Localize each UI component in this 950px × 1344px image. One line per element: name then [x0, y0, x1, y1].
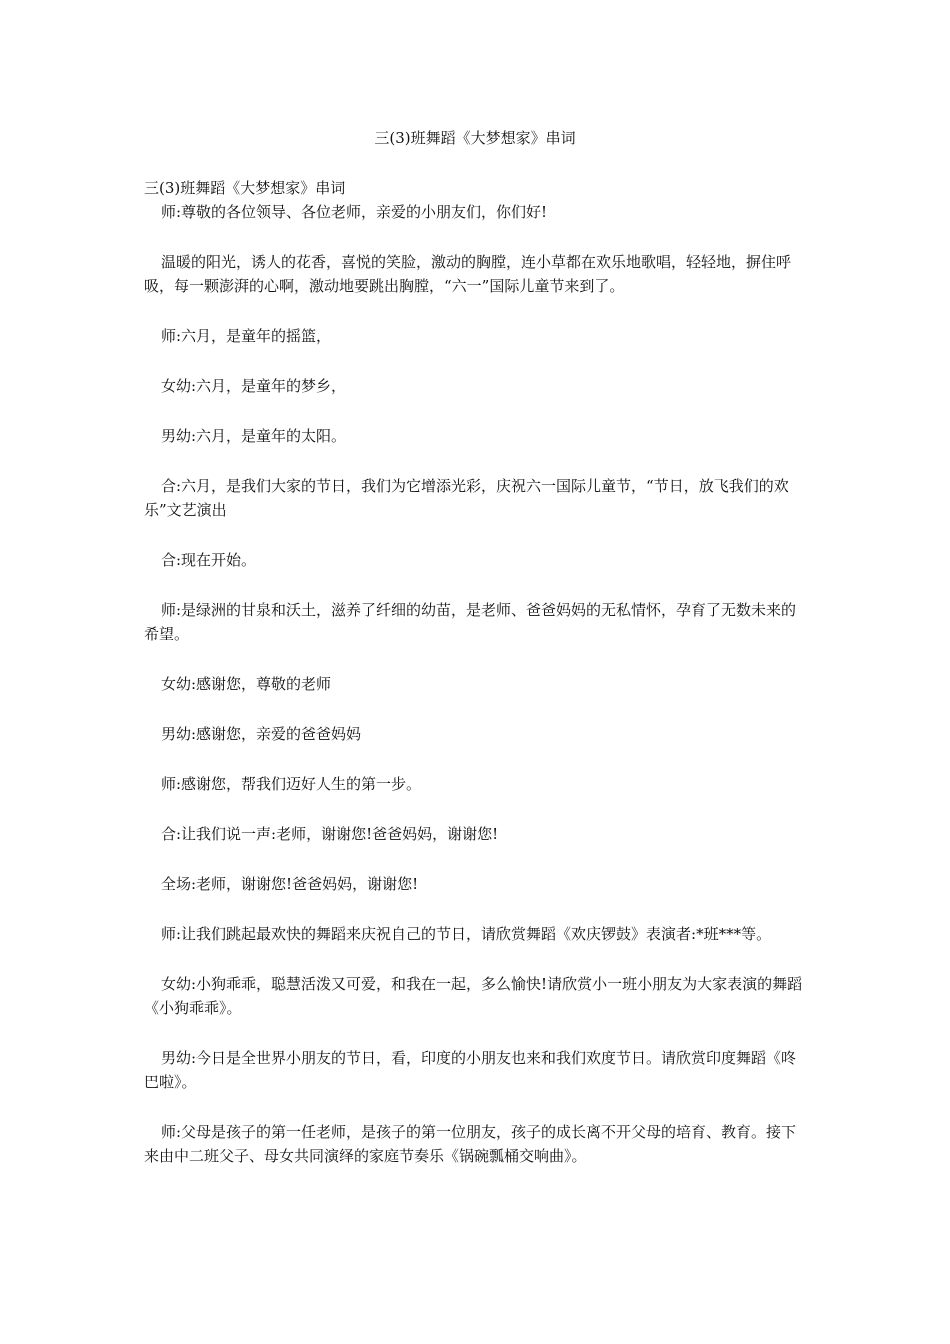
paragraph: 师:六月，是童年的摇篮， — [161, 327, 332, 345]
paragraph: 合:让我们说一声:老师，谢谢您!爸爸妈妈，谢谢您! — [161, 825, 499, 843]
paragraph: 全场:老师，谢谢您!爸爸妈妈，谢谢您! — [161, 875, 419, 893]
paragraph: 合:六月，是我们大家的节日，我们为它增添光彩，庆祝六一国际儿童节，“节日，放飞我们的欢乐”文艺演出 — [144, 477, 789, 519]
paragraph: 男幼:今日是全世界小朋友的节日，看，印度的小朋友也来和我们欢度节日。请欣赏印度舞蹈《咚巴啦》。 — [144, 1049, 797, 1091]
paragraph: 师:是绿洲的甘泉和沃土，滋养了纤细的幼苗，是老师、爸爸妈妈的无私情怀，孕育了无数未来的希望。 — [144, 601, 797, 643]
paragraph: 男幼:感谢您，亲爱的爸爸妈妈 — [161, 725, 362, 743]
paragraph: 师:感谢您，帮我们迈好人生的第一步。 — [161, 775, 422, 793]
paragraph: 师:尊敬的各位领导、各位老师，亲爱的小朋友们，你们好! — [161, 203, 548, 221]
paragraph: 师:让我们跳起最欢快的舞蹈来庆祝自己的节日，请欣赏舞蹈《欢庆锣鼓》表演者:*班***等。 — [161, 925, 772, 943]
paragraph: 温暖的阳光，诱人的花香，喜悦的笑脸，激动的胸膛，连小草都在欢乐地歌唱，轻轻地，摒住呼吸，每一颗澎湃的心啊，激动地要跳出胸膛，“六一”国际儿童节来到了。 — [144, 253, 792, 295]
paragraph: 男幼:六月，是童年的太阳。 — [161, 427, 347, 445]
document-body — [144, 176, 809, 1194]
paragraph: 女幼:六月，是童年的梦乡， — [161, 377, 347, 395]
paragraph: 合:现在开始。 — [161, 551, 257, 569]
paragraph: 女幼:感谢您，尊敬的老师 — [161, 675, 332, 693]
paragraph: 女幼:小狗乖乖，聪慧活泼又可爱，和我在一起，多么愉快!请欣赏小一班小朋友为大家表演的舞蹈《小狗乖乖》。 — [144, 975, 803, 1017]
paragraph: 师:父母是孩子的第一任老师，是孩子的第一位朋友，孩子的成长离不开父母的培育、教育。接下来由中二班父子、母女共同演绎的家庭节奏乐《锅碗瓢桶交响曲》。 — [144, 1123, 797, 1165]
page-title: 三(3)班舞蹈《大梦想家》串词 — [374, 129, 576, 147]
document-subtitle: 三(3)班舞蹈《大梦想家》串词 — [144, 179, 346, 197]
